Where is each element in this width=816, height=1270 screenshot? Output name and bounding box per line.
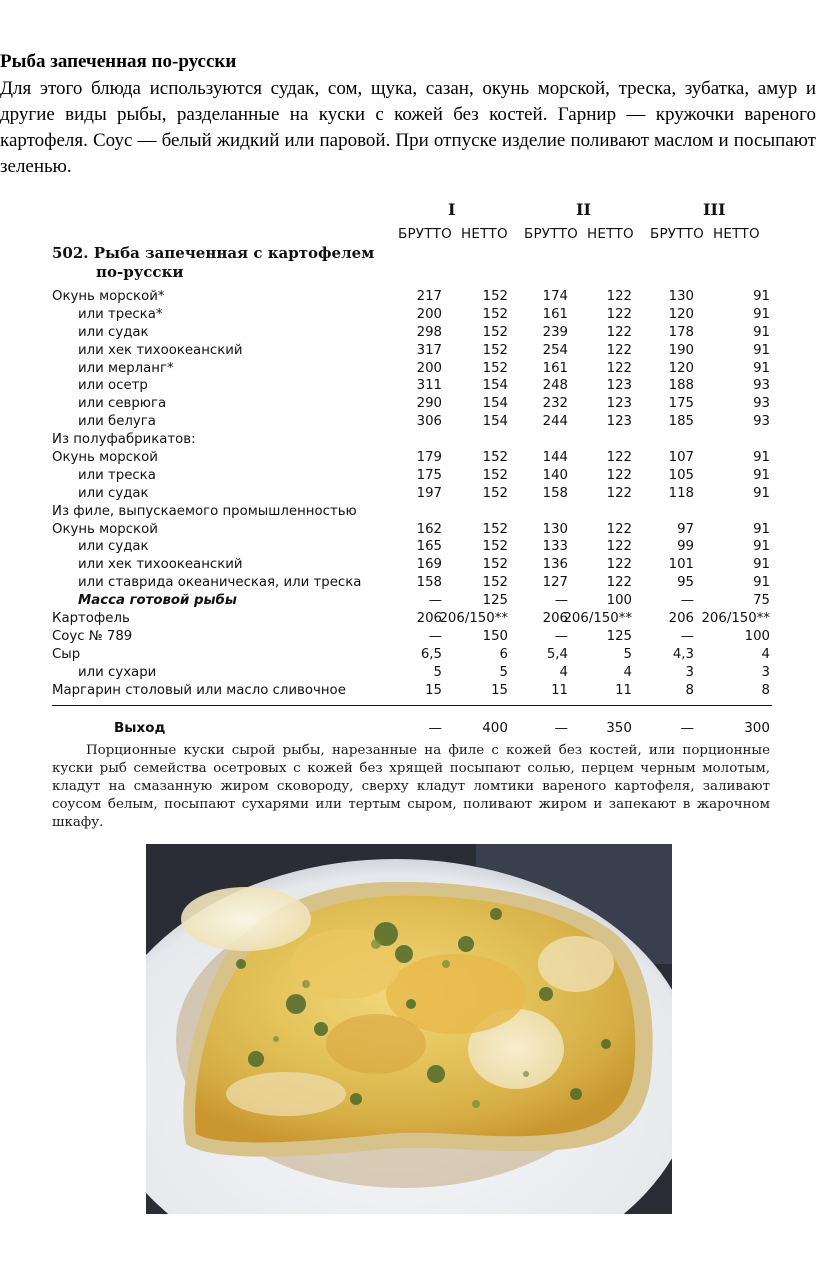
ingredient-name: или белуга <box>78 414 156 430</box>
value-netto-3: 93 <box>753 414 770 430</box>
value-netto-3: 4 <box>761 646 770 662</box>
value-netto-1: 152 <box>482 306 508 322</box>
value-brutto-3: 3 <box>685 664 694 680</box>
value-netto-1: 152 <box>482 450 508 466</box>
table-row <box>52 395 772 413</box>
value-netto-1: 152 <box>482 539 508 555</box>
value-netto-3: 91 <box>753 306 770 322</box>
value-netto-2: 123 <box>606 378 632 394</box>
table-row <box>52 324 772 342</box>
dish-photo <box>146 844 672 1214</box>
col-brutto-3: БРУТТО <box>650 226 704 242</box>
value-brutto-2: 5,4 <box>546 646 568 662</box>
value-netto-2: 122 <box>606 324 632 340</box>
value-netto-3: 8 <box>761 682 770 698</box>
value-netto-2: 206/150** <box>563 611 632 627</box>
value-netto-1: 152 <box>482 575 508 591</box>
ingredient-name: Из филе, выпускаемого промышленностью <box>52 503 357 519</box>
output-brutto-3: — <box>680 720 694 736</box>
value-brutto-1: — <box>428 628 442 644</box>
value-netto-2: 122 <box>606 521 632 537</box>
value-netto-2: 4 <box>623 664 632 680</box>
value-brutto-2: 254 <box>542 342 568 358</box>
value-brutto-1: 6,5 <box>420 646 442 662</box>
value-brutto-1: 206 <box>416 611 442 627</box>
value-netto-2: 122 <box>606 467 632 483</box>
table-row <box>52 503 772 521</box>
value-netto-3: 91 <box>753 467 770 483</box>
table-divider <box>52 705 772 706</box>
value-netto-2: 5 <box>623 646 632 662</box>
ingredient-name: или хек тихоокеанский <box>78 342 243 358</box>
table-row <box>52 574 772 592</box>
value-brutto-3: 190 <box>668 342 694 358</box>
ingredient-name: Соус № 789 <box>52 628 133 644</box>
value-netto-1: 154 <box>482 396 508 412</box>
table-row <box>52 628 772 646</box>
value-netto-2: 122 <box>606 450 632 466</box>
value-netto-1: 5 <box>499 664 508 680</box>
col-netto-1: НЕТТО <box>461 226 508 242</box>
value-brutto-3: 120 <box>668 306 694 322</box>
value-netto-3: 91 <box>753 557 770 573</box>
table-row <box>52 485 772 503</box>
value-brutto-3: 175 <box>668 396 694 412</box>
value-netto-1: 152 <box>482 360 508 376</box>
value-netto-1: 152 <box>482 521 508 537</box>
ingredient-name: или сухари <box>78 664 157 680</box>
dish-title: Рыба запеченная по-русски <box>0 51 237 72</box>
recipe-title-line1: 502. Рыба запеченная с картофелем <box>52 244 375 262</box>
ingredient-name: Маргарин столовый или масло сливочное <box>52 682 346 698</box>
value-brutto-2: 127 <box>542 575 568 591</box>
ingredient-name: или треска* <box>78 306 163 322</box>
output-brutto-2: — <box>554 720 568 736</box>
value-netto-1: 152 <box>482 324 508 340</box>
value-brutto-1: 175 <box>416 467 442 483</box>
table-row <box>52 342 772 360</box>
ingredient-name: или осетр <box>78 378 148 394</box>
value-brutto-2: 239 <box>542 324 568 340</box>
value-netto-3: 3 <box>761 664 770 680</box>
value-netto-1: 6 <box>499 646 508 662</box>
value-brutto-3: 188 <box>668 378 694 394</box>
value-netto-2: 123 <box>606 396 632 412</box>
value-brutto-2: — <box>554 593 568 609</box>
value-netto-3: 91 <box>753 450 770 466</box>
value-netto-1: 125 <box>482 593 508 609</box>
value-brutto-2: 232 <box>542 396 568 412</box>
ingredient-name: Масса готовой рыбы <box>78 593 237 609</box>
table-row <box>52 431 772 449</box>
value-netto-2: 100 <box>606 593 632 609</box>
value-netto-2: 122 <box>606 342 632 358</box>
value-netto-1: 152 <box>482 289 508 304</box>
value-netto-3: 91 <box>753 521 770 537</box>
value-brutto-1: 306 <box>416 414 442 430</box>
table-row <box>52 288 772 306</box>
value-netto-1: 154 <box>482 414 508 430</box>
ingredient-name: Картофель <box>52 611 130 627</box>
value-netto-3: 91 <box>753 360 770 376</box>
ingredient-name: или судак <box>78 539 149 555</box>
column-group-3: III <box>703 200 726 219</box>
output-netto-2: 350 <box>606 720 632 736</box>
table-row <box>52 413 772 431</box>
col-netto-2: НЕТТО <box>587 226 634 242</box>
value-brutto-2: 248 <box>542 378 568 394</box>
value-netto-1: 152 <box>482 467 508 483</box>
value-netto-3: 93 <box>753 378 770 394</box>
value-netto-2: 11 <box>615 682 632 698</box>
value-brutto-3: 130 <box>668 289 694 304</box>
value-netto-1: 15 <box>491 682 508 698</box>
value-brutto-1: 5 <box>433 664 442 680</box>
value-brutto-2: 136 <box>542 557 568 573</box>
table-row <box>52 377 772 395</box>
col-brutto-2: БРУТТО <box>524 226 578 242</box>
ingredient-table <box>52 288 772 699</box>
value-brutto-1: 200 <box>416 360 442 376</box>
ingredient-name: Из полуфабрикатов: <box>52 432 196 448</box>
table-row <box>52 682 772 700</box>
table-row <box>52 449 772 467</box>
value-netto-2: 122 <box>606 539 632 555</box>
value-brutto-3: 185 <box>668 414 694 430</box>
value-brutto-2: 4 <box>559 664 568 680</box>
value-brutto-1: 200 <box>416 306 442 322</box>
value-brutto-1: 317 <box>416 342 442 358</box>
value-brutto-2: 161 <box>542 306 568 322</box>
ingredient-name: или судак <box>78 324 149 340</box>
value-brutto-3: 8 <box>685 682 694 698</box>
ingredient-name: Сыр <box>52 646 81 662</box>
output-netto-3: 300 <box>744 720 770 736</box>
table-row <box>52 646 772 664</box>
value-brutto-3: 120 <box>668 360 694 376</box>
output-netto-1: 400 <box>482 720 508 736</box>
value-netto-3: 91 <box>753 342 770 358</box>
table-row <box>52 664 772 682</box>
table-row <box>52 556 772 574</box>
value-netto-3: 93 <box>753 396 770 412</box>
value-brutto-2: 161 <box>542 360 568 376</box>
value-brutto-1: 15 <box>425 682 442 698</box>
value-netto-3: 75 <box>753 593 770 609</box>
value-brutto-3: 101 <box>668 557 694 573</box>
value-brutto-1: 179 <box>416 450 442 466</box>
ingredient-name: или мерланг* <box>78 360 174 376</box>
value-brutto-1: 162 <box>416 521 442 537</box>
value-brutto-1: 217 <box>416 289 442 304</box>
value-brutto-3: 206 <box>668 611 694 627</box>
value-brutto-2: — <box>554 628 568 644</box>
value-brutto-2: 130 <box>542 521 568 537</box>
ingredient-name: Окунь морской* <box>52 289 165 304</box>
dish-description: Для этого блюда используются судак, сом, щука, сазан, окунь морской, треска, зубатка, амур и другие виды рыбы, разделанные на куски с кожей без костей. Гарнир — кружочки вареного картофеля. Соус — белый жидкий или паровой. При отпуске изделие поливают маслом и посыпают зеленью. <box>0 78 816 177</box>
value-brutto-1: 298 <box>416 324 442 340</box>
value-brutto-3: 95 <box>677 575 694 591</box>
recipe-title-line2: по-русски <box>96 263 184 281</box>
melted-cheese-1 <box>181 887 311 951</box>
intro-section <box>0 48 816 180</box>
value-netto-2: 122 <box>606 485 632 501</box>
col-netto-3: НЕТТО <box>713 226 760 242</box>
value-brutto-2: 244 <box>542 414 568 430</box>
value-brutto-3: 99 <box>677 539 694 555</box>
table-row <box>52 360 772 378</box>
value-brutto-2: 133 <box>542 539 568 555</box>
value-brutto-3: — <box>680 593 694 609</box>
value-netto-3: 91 <box>753 324 770 340</box>
value-netto-2: 122 <box>606 557 632 573</box>
value-brutto-1: 169 <box>416 557 442 573</box>
value-brutto-1: — <box>428 593 442 609</box>
col-brutto-1: БРУТТО <box>398 226 452 242</box>
value-netto-1: 206/150** <box>439 611 508 627</box>
value-brutto-3: 4,3 <box>672 646 694 662</box>
value-brutto-1: 197 <box>416 485 442 501</box>
value-brutto-2: 158 <box>542 485 568 501</box>
ingredient-name: или судак <box>78 485 149 501</box>
value-brutto-3: 107 <box>668 450 694 466</box>
value-netto-3: 91 <box>753 575 770 591</box>
value-brutto-1: 165 <box>416 539 442 555</box>
value-brutto-2: 144 <box>542 450 568 466</box>
table-row <box>52 521 772 539</box>
output-row <box>52 718 772 738</box>
value-netto-3: 91 <box>753 539 770 555</box>
column-group-2: II <box>576 200 591 219</box>
value-netto-3: 91 <box>753 485 770 501</box>
ingredient-name: Окунь морской <box>52 521 158 537</box>
cooking-method: Порционные куски сырой рыбы, нарезанные на филе с кожей без костей, или порционные куски рыб семейства осетровых с кожей без хрящей посыпают солью, перцем черным молотым, кладут на смазанную жиром сковороду, сверху кладут ломтики вареного картофеля, заливают соусом белым, посыпают сухарями или тертым сыром, поливают жиром и запекают в жарочном шкафу. <box>52 743 770 830</box>
ingredient-name: или ставрида океаническая, или треска <box>78 575 362 591</box>
value-netto-2: 125 <box>606 628 632 644</box>
column-group-1: I <box>448 200 456 219</box>
value-brutto-3: 118 <box>668 485 694 501</box>
value-brutto-2: 11 <box>551 682 568 698</box>
value-netto-2: 122 <box>606 289 632 304</box>
value-brutto-2: 206 <box>542 611 568 627</box>
value-netto-3: 91 <box>753 289 770 304</box>
value-brutto-3: 105 <box>668 467 694 483</box>
value-brutto-3: — <box>680 628 694 644</box>
table-row <box>52 592 772 610</box>
value-netto-3: 206/150** <box>701 611 770 627</box>
table-row <box>52 538 772 556</box>
output-brutto-1: — <box>428 720 442 736</box>
value-brutto-2: 174 <box>542 289 568 304</box>
value-netto-1: 150 <box>482 628 508 644</box>
ingredient-name: или хек тихоокеанский <box>78 557 243 573</box>
value-netto-2: 122 <box>606 360 632 376</box>
value-brutto-1: 311 <box>416 378 442 394</box>
ingredient-name: Окунь морской <box>52 450 158 466</box>
ingredient-name: или треска <box>78 467 156 483</box>
value-netto-2: 122 <box>606 575 632 591</box>
value-netto-1: 152 <box>482 557 508 573</box>
value-brutto-1: 290 <box>416 396 442 412</box>
baked-fish-image <box>146 844 672 1214</box>
recipe-title <box>52 244 392 282</box>
value-netto-3: 100 <box>744 628 770 644</box>
value-brutto-2: 140 <box>542 467 568 483</box>
value-brutto-1: 158 <box>416 575 442 591</box>
table-row <box>52 610 772 628</box>
value-brutto-3: 178 <box>668 324 694 340</box>
value-netto-1: 152 <box>482 485 508 501</box>
table-row <box>52 306 772 324</box>
value-netto-2: 122 <box>606 306 632 322</box>
value-netto-1: 154 <box>482 378 508 394</box>
output-label: Выход <box>114 720 166 736</box>
table-row <box>52 467 772 485</box>
value-netto-2: 123 <box>606 414 632 430</box>
ingredient-name: или севрюга <box>78 396 167 412</box>
value-brutto-3: 97 <box>677 521 694 537</box>
value-netto-1: 152 <box>482 342 508 358</box>
